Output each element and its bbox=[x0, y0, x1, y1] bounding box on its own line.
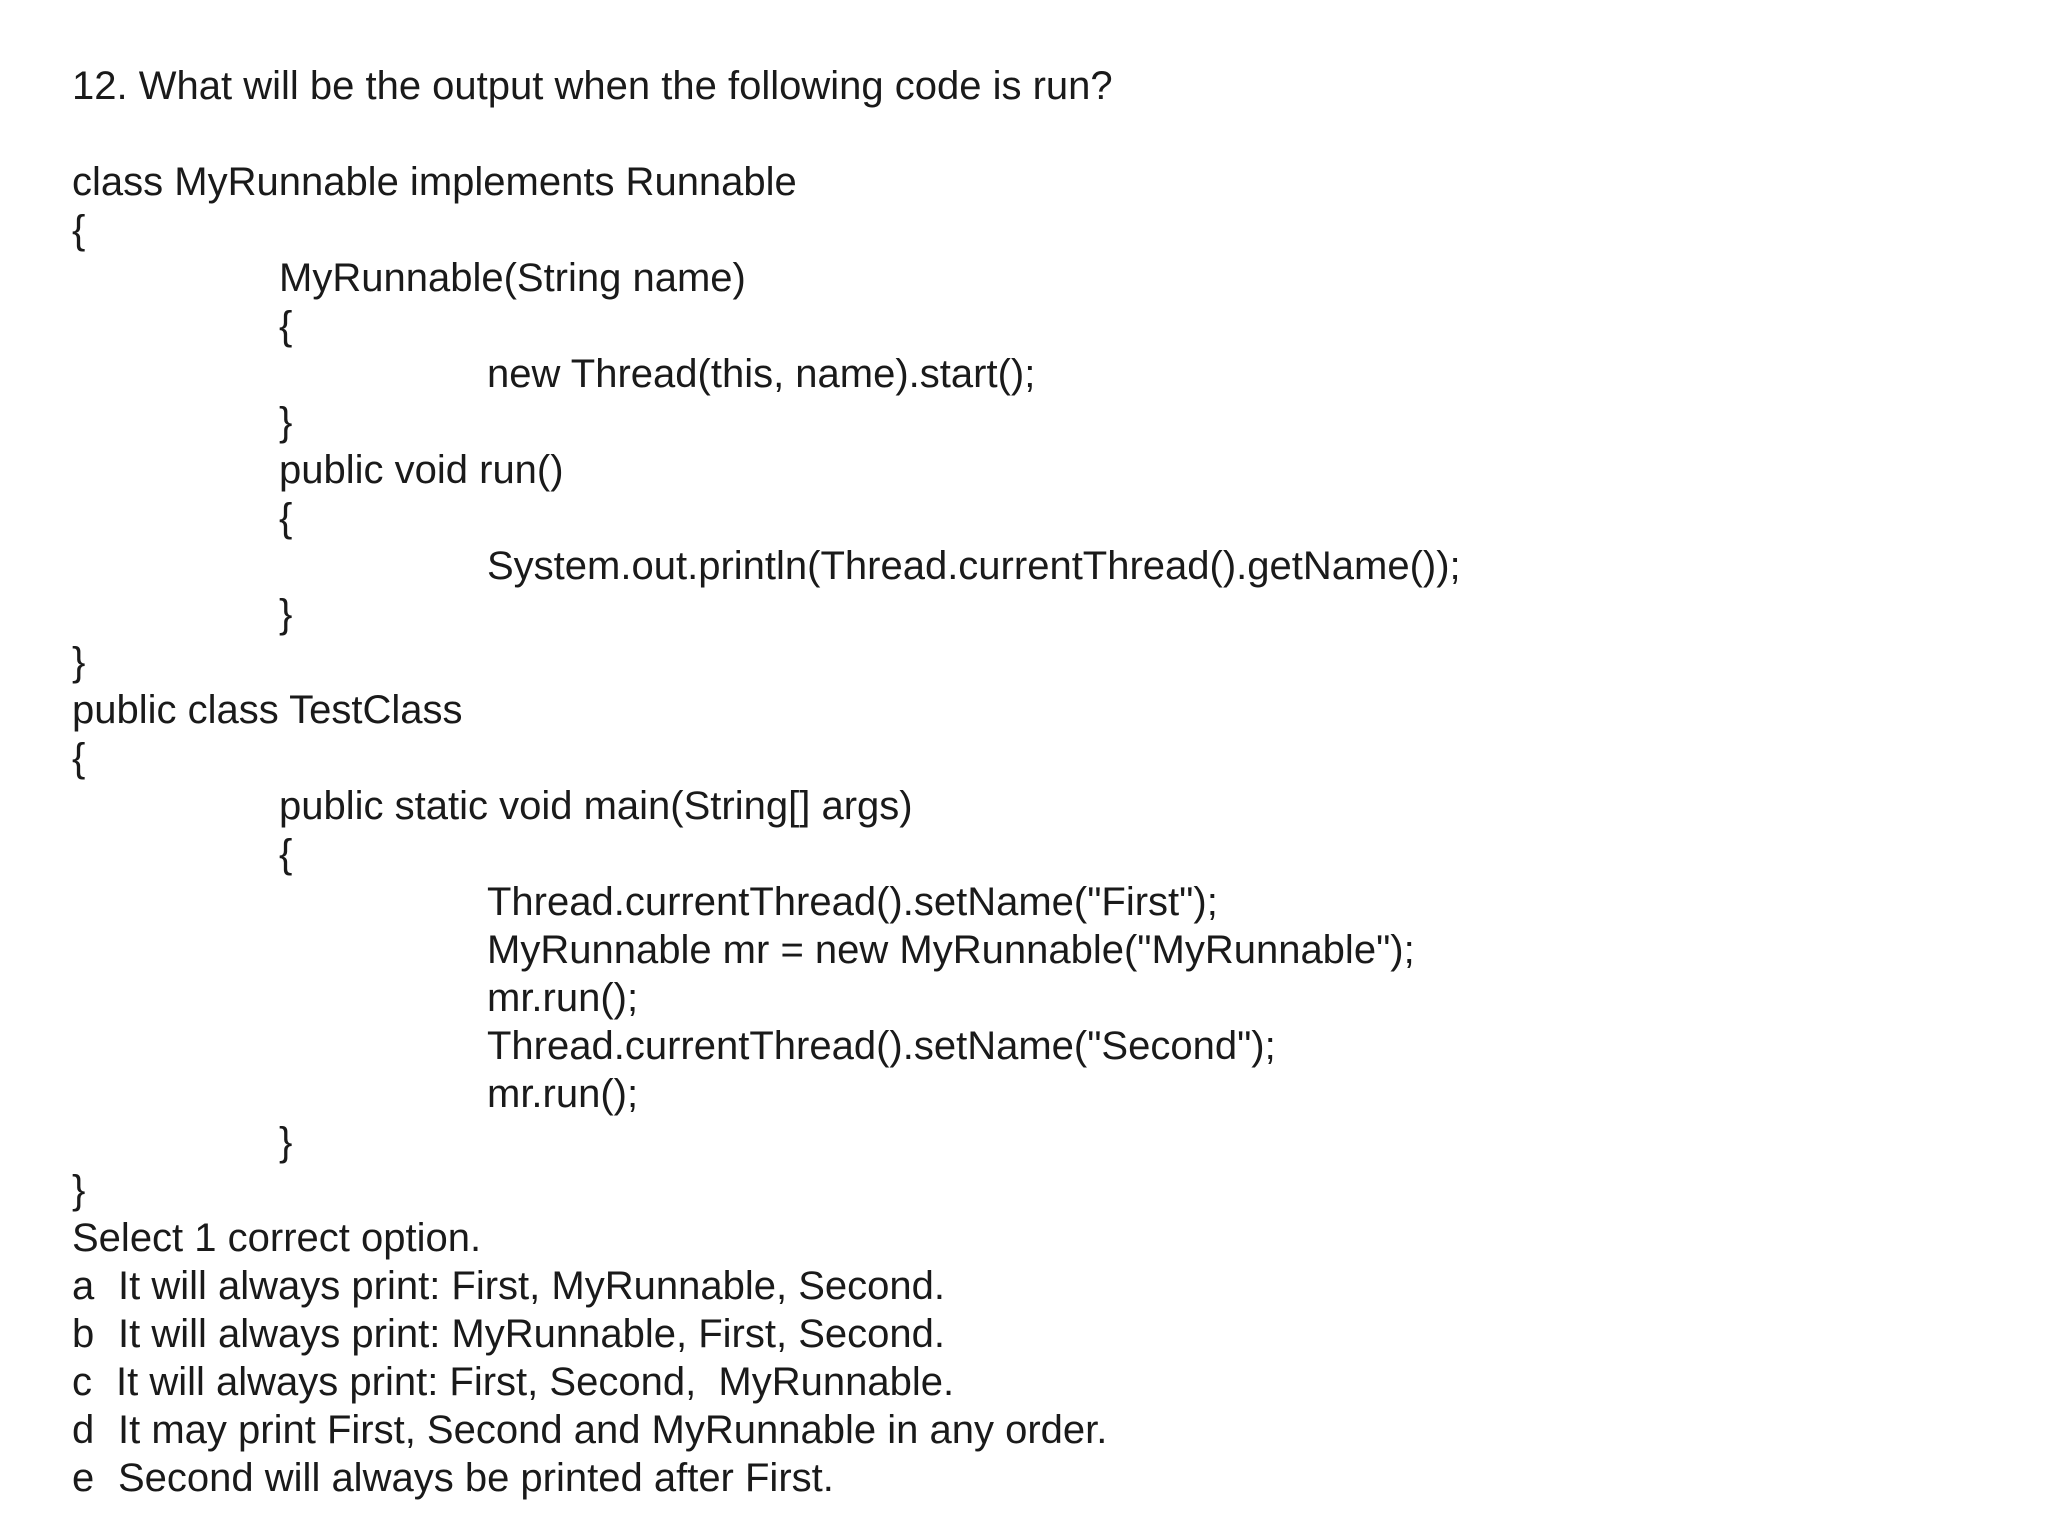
question-text: 12. What will be the output when the following code is run? bbox=[72, 64, 1113, 108]
option-letter: e bbox=[72, 1456, 95, 1500]
code-block bbox=[72, 158, 2012, 1214]
code-line: Thread.currentThread().setName("Second"); bbox=[487, 1024, 1276, 1068]
code-line: } bbox=[72, 640, 86, 684]
code-line: { bbox=[279, 496, 293, 540]
option-c bbox=[72, 1358, 2012, 1406]
question-document bbox=[72, 62, 2012, 1502]
option-text: It may print First, Second and MyRunnable in any order. bbox=[118, 1408, 1108, 1452]
option-letter: d bbox=[72, 1408, 95, 1452]
code-line: public void run() bbox=[279, 448, 564, 492]
code-line: } bbox=[279, 400, 293, 444]
code-line: MyRunnable(String name) bbox=[279, 256, 746, 300]
code-line: { bbox=[72, 208, 86, 252]
code-line: } bbox=[279, 1120, 293, 1164]
option-d bbox=[72, 1406, 2012, 1454]
code-line: { bbox=[72, 736, 86, 780]
code-line: mr.run(); bbox=[487, 1072, 639, 1116]
code-line: System.out.println(Thread.currentThread().getName()); bbox=[487, 544, 1461, 588]
instruction-text: Select 1 correct option. bbox=[72, 1216, 482, 1260]
option-text: It will always print: First, Second, MyRunnable. bbox=[116, 1360, 955, 1404]
code-line: Thread.currentThread().setName("First"); bbox=[487, 880, 1218, 924]
code-line: { bbox=[279, 832, 293, 876]
option-letter: c bbox=[72, 1360, 92, 1404]
code-line: new Thread(this, name).start(); bbox=[487, 352, 1036, 396]
code-line: { bbox=[279, 304, 293, 348]
option-text: Second will always be printed after First. bbox=[118, 1456, 834, 1500]
option-a bbox=[72, 1262, 2012, 1310]
code-line: mr.run(); bbox=[487, 976, 639, 1020]
code-line: } bbox=[279, 592, 293, 636]
code-line: public static void main(String[] args) bbox=[279, 784, 913, 828]
code-line: class MyRunnable implements Runnable bbox=[72, 160, 797, 204]
option-letter: a bbox=[72, 1264, 95, 1308]
option-text: It will always print: First, MyRunnable, Second. bbox=[118, 1264, 945, 1308]
code-line: } bbox=[72, 1168, 86, 1212]
option-text: It will always print: MyRunnable, First, Second. bbox=[118, 1312, 945, 1356]
code-line: public class TestClass bbox=[72, 688, 463, 732]
options-list bbox=[72, 1262, 2012, 1502]
option-b bbox=[72, 1310, 2012, 1358]
option-e bbox=[72, 1454, 2012, 1502]
code-line: MyRunnable mr = new MyRunnable("MyRunnable"); bbox=[487, 928, 1415, 972]
option-letter: b bbox=[72, 1312, 95, 1356]
